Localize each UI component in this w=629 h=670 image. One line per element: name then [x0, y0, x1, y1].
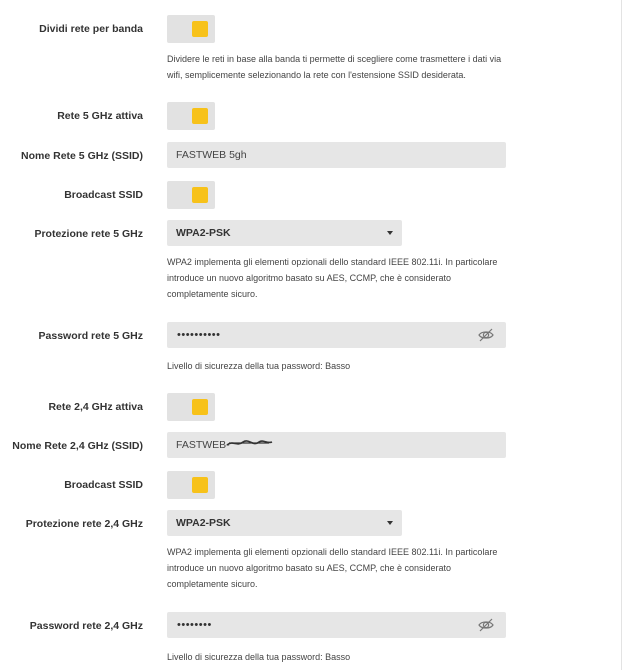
band24-active-label: Rete 2,4 GHz attiva	[48, 401, 143, 413]
redaction-scribble	[225, 436, 273, 450]
band5-broadcast-toggle[interactable]	[167, 181, 215, 209]
band24-active-toggle[interactable]	[167, 393, 215, 421]
split-band-description: Dividere le reti in base alla banda ti permette di scegliere come trasmettere i dati via wifi, semplicemente selezionando la rete con l'estensione SSID desiderata.	[167, 54, 502, 80]
band24-password-input[interactable]	[167, 612, 506, 638]
page-right-border	[621, 0, 622, 670]
toggle-knob	[192, 187, 208, 203]
band24-password-strength: Livello di sicurezza della tua password: Basso	[167, 652, 351, 662]
band5-protection-label: Protezione rete 5 GHz	[34, 228, 143, 240]
toggle-knob	[192, 477, 208, 493]
band5-password-label: Password rete 5 GHz	[38, 330, 143, 342]
band24-password-label: Password rete 2,4 GHz	[29, 620, 143, 632]
caret-down-icon	[387, 231, 393, 235]
caret-down-icon	[387, 521, 393, 525]
band24-ssid-label: Nome Rete 2,4 GHz (SSID)	[12, 440, 143, 452]
band24-protection-value: WPA2-PSK	[176, 517, 231, 529]
eye-slash-icon[interactable]	[478, 327, 494, 343]
band5-protection-description: WPA2 implementa gli elementi opzionali dello standard IEEE 802.11i. In particolare introduce un nuovo algoritmo basato su AES, CCMP, che è considerato completamente sicuro.	[167, 257, 498, 299]
band5-ssid-label: Nome Rete 5 GHz (SSID)	[21, 150, 143, 162]
band5-password-value: ••••••••••	[177, 329, 221, 341]
toggle-knob	[192, 399, 208, 415]
split-band-label: Dividi rete per banda	[39, 23, 143, 35]
band5-broadcast-label: Broadcast SSID	[64, 189, 143, 201]
band5-password-input[interactable]	[167, 322, 506, 348]
band24-protection-label: Protezione rete 2,4 GHz	[25, 518, 143, 530]
split-band-toggle[interactable]	[167, 15, 215, 43]
band24-ssid-input[interactable]	[167, 432, 506, 458]
band24-broadcast-toggle[interactable]	[167, 471, 215, 499]
band5-password-strength: Livello di sicurezza della tua password: Basso	[167, 361, 351, 371]
toggle-knob	[192, 108, 208, 124]
band5-ssid-input[interactable]: FASTWEB 5gh	[167, 142, 506, 168]
band24-protection-description: WPA2 implementa gli elementi opzionali dello standard IEEE 802.11i. In particolare introduce un nuovo algoritmo basato su AES, CCMP, che è considerato completamente sicuro.	[167, 547, 498, 589]
band5-protection-select[interactable]	[167, 220, 402, 246]
band24-broadcast-label: Broadcast SSID	[64, 479, 143, 491]
band5-protection-value: WPA2-PSK	[176, 227, 231, 239]
band24-ssid-value: FASTWEB-	[176, 439, 230, 451]
band5-active-toggle[interactable]	[167, 102, 215, 130]
eye-slash-icon[interactable]	[478, 617, 494, 633]
toggle-knob	[192, 21, 208, 37]
band5-active-label: Rete 5 GHz attiva	[57, 110, 143, 122]
band24-password-value: ••••••••	[177, 619, 212, 631]
band24-protection-select[interactable]	[167, 510, 402, 536]
